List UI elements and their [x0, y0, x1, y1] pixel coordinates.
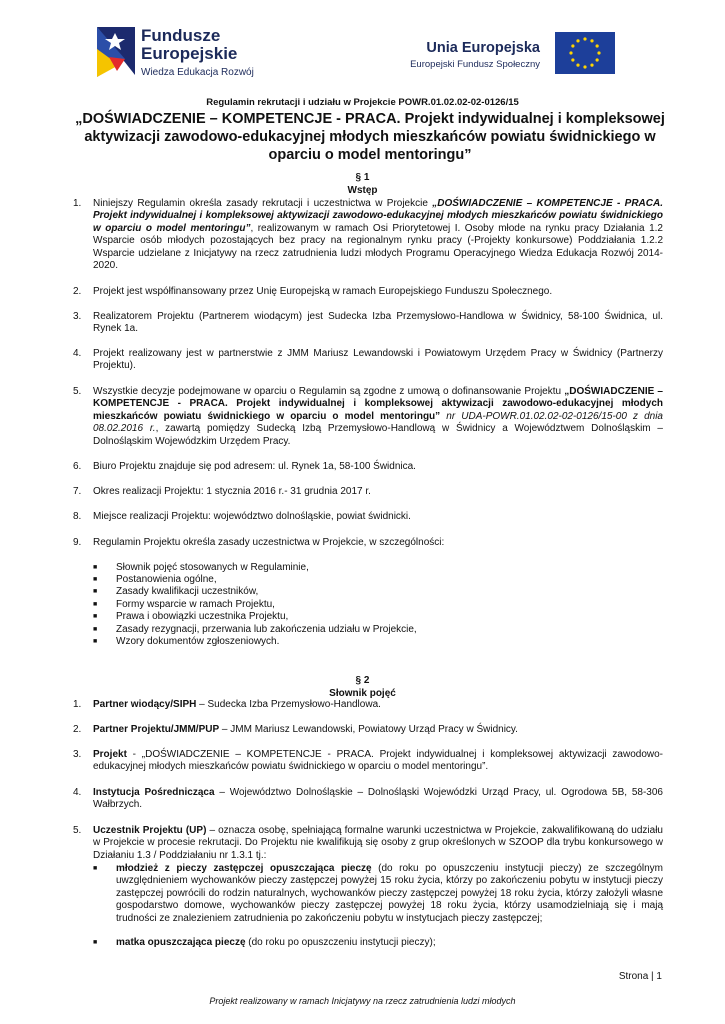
- eu-flag-icon: [555, 32, 615, 74]
- s1-bullet-6: ■ Zasady rezygnacji, przerwania lub zakończenia udziału w Projekcie,: [93, 624, 417, 635]
- s1-item-6: 6. Biuro Projektu znajduje się pod adresem: ul. Rynek 1a, 58-100 Świdnica.: [73, 461, 416, 472]
- bullet-icon: ■: [93, 638, 98, 645]
- eu-star-icon: [583, 37, 586, 40]
- s1-item-4: 4. Projekt realizowany jest w partnerstwie z JMM Mariusz Lewandowski i Powiatowym Urzędem Pracy w Świdnicy (Partnerzy Projektu).: [73, 348, 663, 372]
- section-2-number: § 2: [355, 675, 370, 686]
- eu-star-icon: [597, 51, 600, 54]
- s2-item-1: 1. Partner wiodący/SIPH – Sudecka Izba Przemysłowo-Handlowa.: [73, 699, 381, 710]
- s2-item-3: 3. Projekt - „DOŚWIADCZENIE – KOMPETENCJE - PRACA. Projekt indywidualnej i kompleksowej aktywizacji zawodowo-edukacyjnej młodych mieszkańców powiatu świdnickiego w oparciu o model mentoringu”.: [73, 749, 663, 773]
- eu-logo-line1: Unia Europejska: [426, 40, 540, 56]
- eu-logo: [400, 32, 640, 82]
- regulation-subheader: Regulamin rekrutacji i udziału w Projekcie POWR.01.02.02-02-0126/15: [206, 97, 519, 108]
- section-1-name: Wstęp: [347, 185, 378, 196]
- eu-star-icon: [576, 39, 579, 42]
- section-1-heading: [0, 171, 725, 197]
- title-line-2: aktywizacji zawodowo-edukacyjnej młodych mieszkańców powiatu świdnickiego w: [84, 129, 656, 145]
- bullet-icon: ■: [93, 588, 98, 595]
- page-number: Strona | 1: [618, 971, 662, 982]
- s1-item-8: 8. Miejsce realizacji Projektu: województwo dolnośląskie, powiat świdnicki.: [73, 511, 411, 522]
- fe-logo-line3: Wiedza Edukacja Rozwój: [141, 67, 254, 78]
- s1-bullet-4: ■ Formy wsparcie w ramach Projektu,: [93, 599, 275, 610]
- s2-bullet-2: ■ matka opuszczająca pieczę (do roku po opuszczeniu instytucji pieczy);: [93, 937, 436, 948]
- s1-bullet-5: ■ Prawa i obowiązki uczestnika Projektu,: [93, 611, 289, 622]
- title-line-1: „DOŚWIADCZENIE – KOMPETENCJE - PRACA. Projekt indywidualnej i kompleksowej: [75, 111, 665, 127]
- s2-bullet-1: ■ młodzież z pieczy zastępczej opuszczająca pieczę (do roku po opuszczeniu instytucji pieczy) ze szczególnym uwzględnieniem wychowanków pieczy zastępczej powyżej 15 roku życia, którzy po zakończeniu pobytu w instytucji pieczy zastępczej powrócili do rodzin naturalnych, wychowanków pieczy zastępczej powyżej 18 roku życia, którzy założyli własne gospodarstwo domowe, wychowanków pieczy zastępczej powyżej 18 roku życia, którzy usamodzielniają się i mają trudności ze znalezieniem zatrudnienia po zakończeniu pobytu w instytucjach pieczy zastępczej;: [93, 863, 663, 924]
- fe-logo: [95, 25, 295, 85]
- eu-star-icon: [571, 44, 574, 47]
- s2-item-4: 4. Instytucja Pośrednicząca – Województwo Dolnośląskie – Dolnośląski Wojewódzki Urząd Pracy, ul. Ogrodowa 5B, 58-306 Wałbrzych.: [73, 787, 663, 811]
- s1-item-5: 5. Wszystkie decyzje podejmowane w oparciu o Regulamin są zgodne z umową o dofinansowanie Projektu „DOŚWIADCZENIE – KOMPETENCJE - PRACA. Projekt indywidualnej i kompleksowej aktywizacji zawodowo-edukacyjnej młodych mieszkańców powiatu świdnickiego w oparciu o model mentoringu” nr UDA-POWR.01.02.02-02-0126/15-00 z dnia 08.02.2016 r., zawartą pomiędzy Sudecką Izbą Przemysłowo-Handlową w Świdnicy a Województwem Dolnośląskim – Dolnośląskim Wojewódzkim Urzędem Pracy.: [73, 386, 663, 447]
- s1-item-3: 3. Realizatorem Projektu (Partnerem wiodącym) jest Sudecka Izba Przemysłowo-Handlowa w Świdnicy, 58-100 Świdnica, ul. Rynek 1a.: [73, 311, 663, 335]
- s2-item-5: 5. Uczestnik Projektu (UP) – oznacza osobę, spełniającą formalne warunki uczestnictwa w Projekcie, zakwalifikowaną do udziału w Projekcie w procesie rekrutacji. Do Projektu nie kwalifikują się osoby z grup określonych w SZOOP dla trybu konkursowego w Działaniu 1.3 / Poddziałaniu nr 1.3.1 tj.:: [73, 825, 663, 861]
- s1-bullet-7: ■ Wzory dokumentów zgłoszeniowych.: [93, 636, 280, 647]
- eu-star-icon: [571, 58, 574, 61]
- footer-note: Projekt realizowany w ramach Inicjatywy na rzecz zatrudnienia ludzi młodych: [209, 996, 516, 1006]
- eu-logo-line2: Europejski Fundusz Społeczny: [410, 59, 540, 70]
- section-2-heading: [0, 674, 725, 700]
- fe-flag-icon: [95, 27, 137, 79]
- s1-item-2: 2. Projekt jest współfinansowany przez Unię Europejską w ramach Europejskiego Funduszu Społecznego.: [73, 286, 553, 297]
- s1-bullet-2: ■ Postanowienia ogólne,: [93, 574, 217, 585]
- bullet-icon: ■: [93, 601, 98, 608]
- eu-star-icon: [596, 58, 599, 61]
- bullet-icon: ■: [93, 939, 98, 946]
- document-title: [40, 110, 700, 164]
- section-2-name: Słownik pojęć: [329, 688, 396, 699]
- eu-star-icon: [590, 39, 593, 42]
- section-1-number: § 1: [355, 172, 370, 183]
- bullet-icon: ■: [93, 626, 98, 633]
- eu-star-icon: [596, 44, 599, 47]
- s1-item-9: 9. Regulamin Projektu określa zasady uczestnictwa w Projekcie, w szczególności:: [73, 537, 445, 548]
- s1-bullet-1: ■ Słownik pojęć stosowanych w Regulaminie,: [93, 562, 309, 573]
- bullet-icon: ■: [93, 564, 98, 571]
- s1-item-1: 1. Niniejszy Regulamin określa zasady rekrutacji i uczestnictwa w Projekcie „DOŚWIADCZENIE – KOMPETENCJE - PRACA. Projekt indywidualnej i kompleksowej aktywizacji zawodowo-edukacyjnej młodych mieszkańców powiatu świdnickiego w oparciu o model mentoringu”, realizowanym w ramach Osi Priorytetowej I. Osoby młode na rynku pracy Działania 1.2 Wsparcie osób młodych pozostających bez pracy na regionalnym rynku pracy (-Projekty konkursowe) Poddziałania 1.2.2 Wsparcie udzielane z Inicjatywy na rzecz zatrudnienia ludzi młodych Programu Operacyjnego Wiedza Edukacja Rozwój 2014-2020.: [73, 198, 663, 272]
- s1-item-7: 7. Okres realizacji Projektu: 1 stycznia 2016 r.- 31 grudnia 2017 r.: [73, 486, 371, 497]
- s1-bullet-3: ■ Zasady kwalifikacji uczestników,: [93, 586, 259, 597]
- bullet-icon: ■: [93, 865, 98, 872]
- s2-item-2: 2. Partner Projektu/JMM/PUP – JMM Mariusz Lewandowski, Powiatowy Urząd Pracy w Świdnicy.: [73, 724, 518, 735]
- title-line-3: oparciu o model mentoringu”: [268, 147, 472, 163]
- bullet-icon: ■: [93, 613, 98, 620]
- eu-star-icon: [590, 64, 593, 67]
- eu-star-icon: [576, 64, 579, 67]
- fe-logo-line1: Fundusze: [141, 26, 221, 45]
- eu-star-icon: [583, 65, 586, 68]
- fe-logo-line2: Europejskie: [141, 44, 238, 63]
- bullet-icon: ■: [93, 576, 98, 583]
- eu-star-icon: [569, 51, 572, 54]
